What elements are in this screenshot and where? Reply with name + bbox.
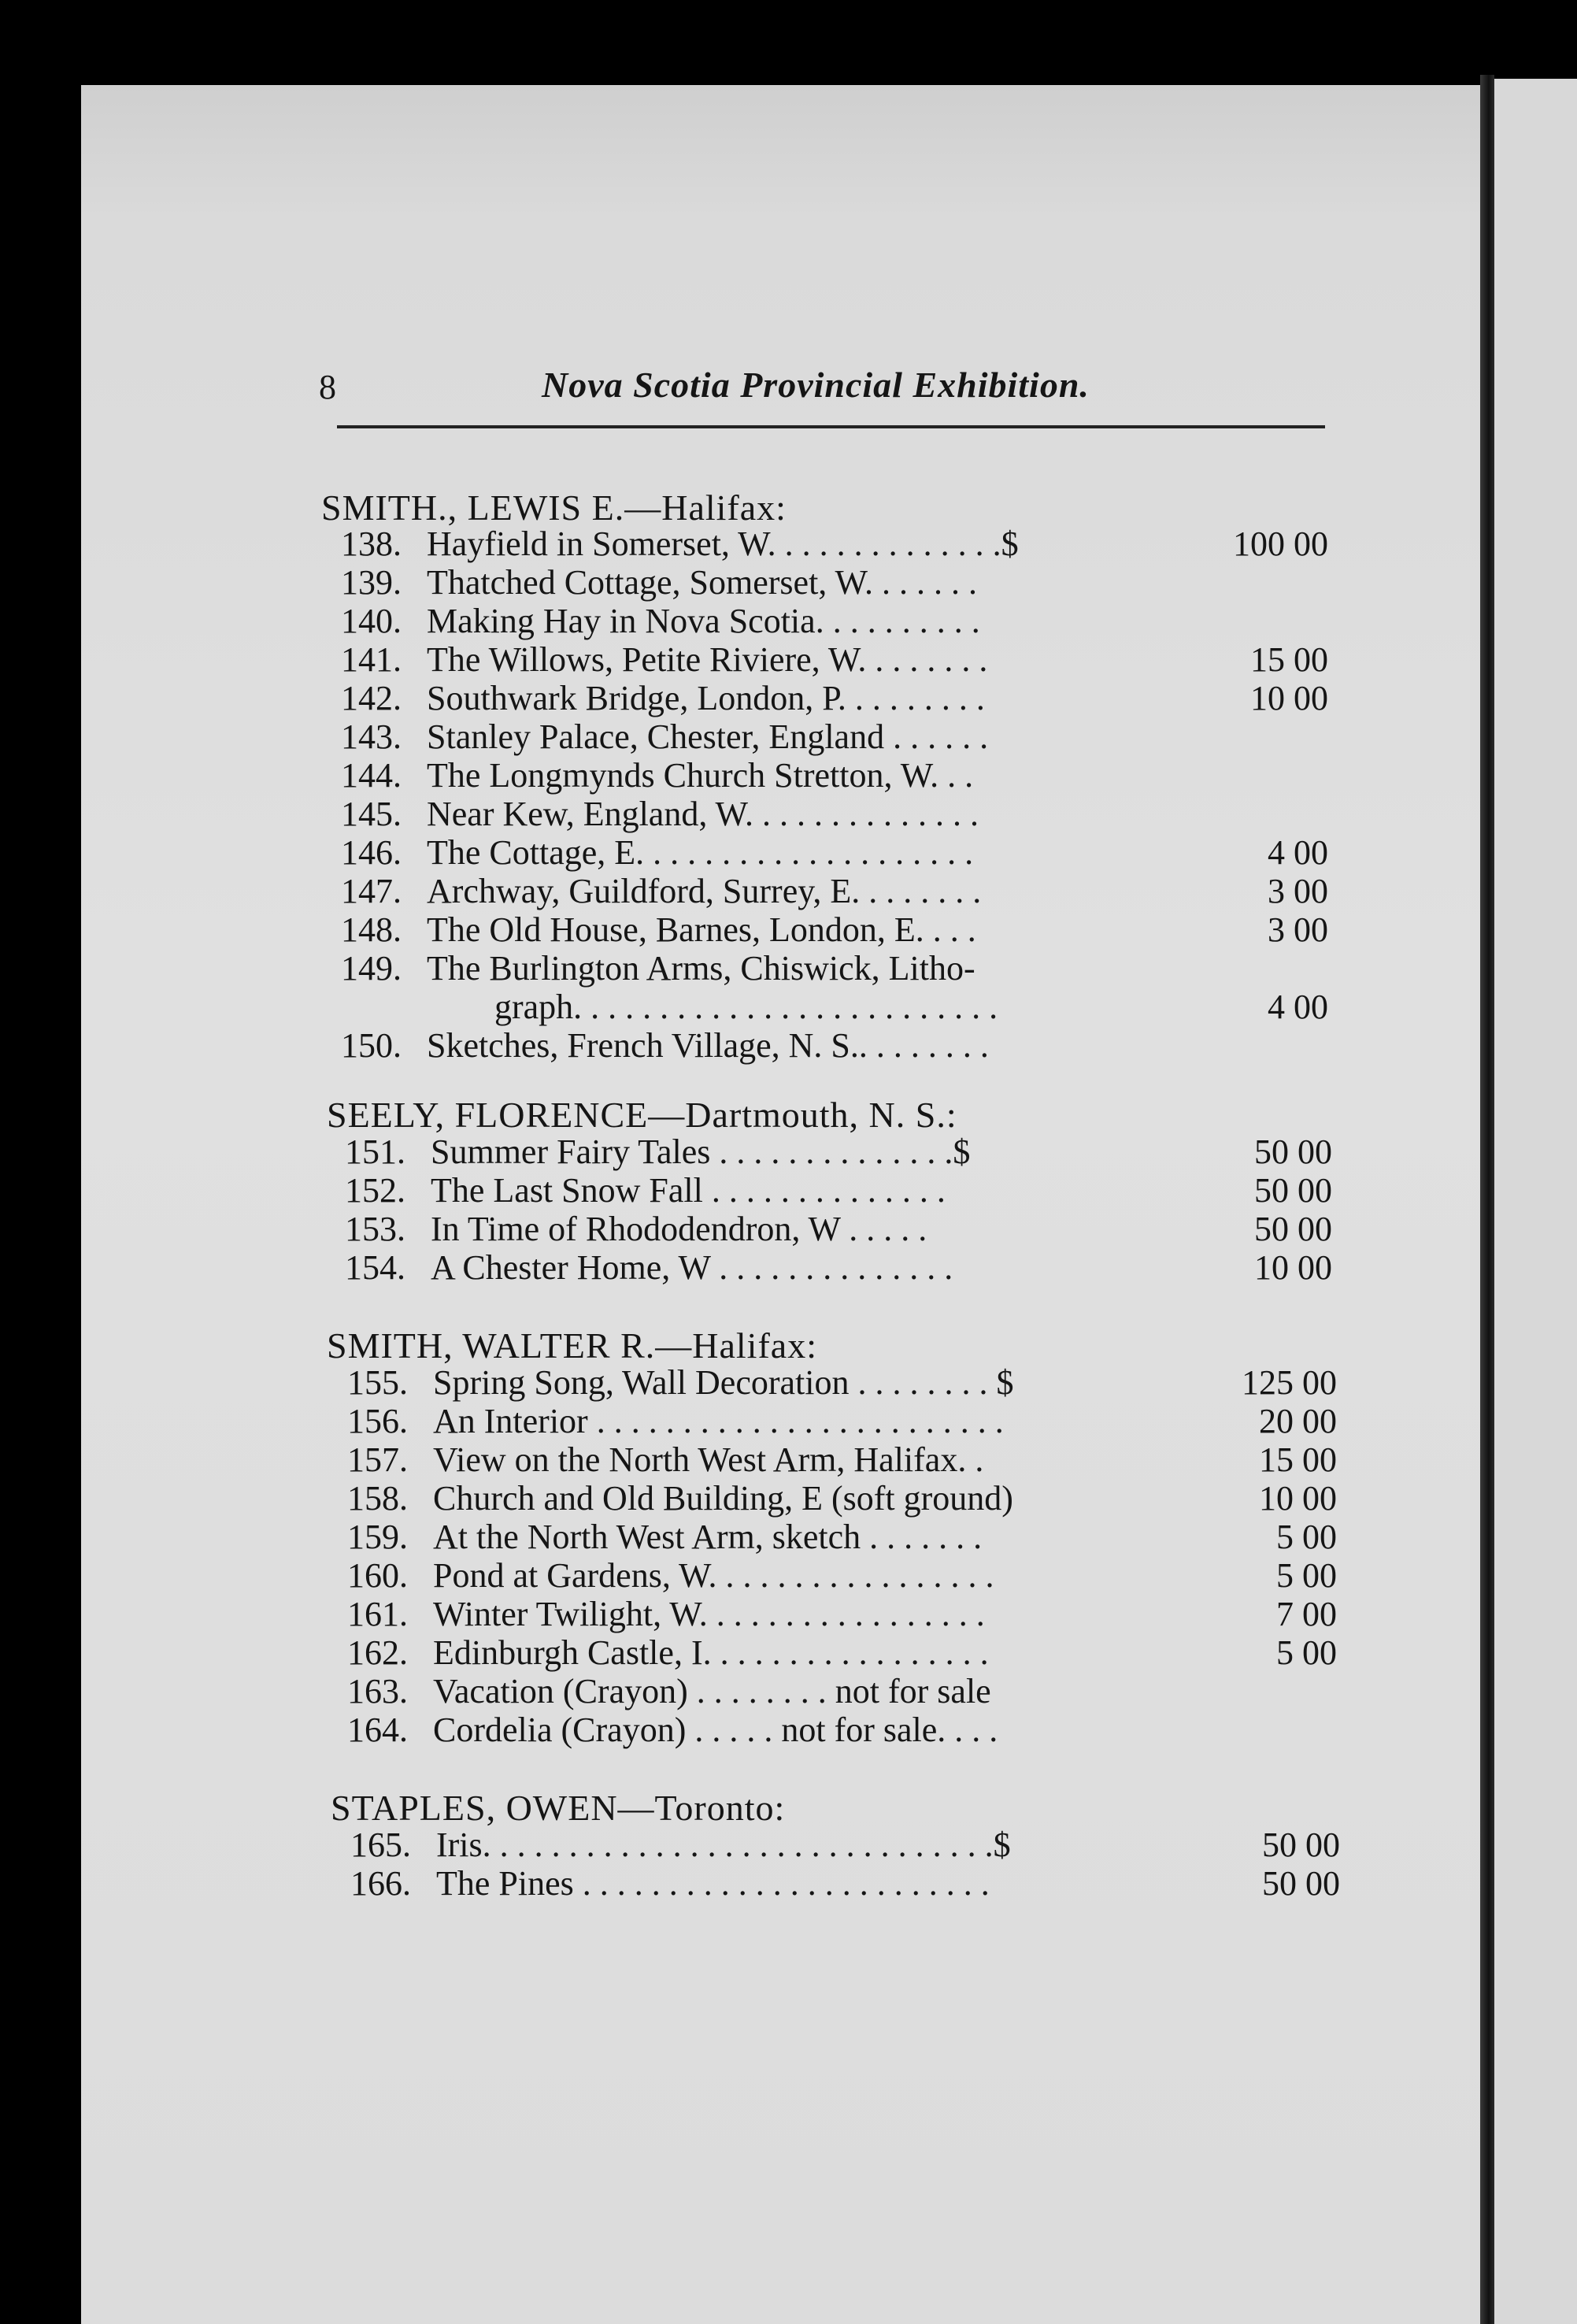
entry-number: 159. (347, 1518, 408, 1556)
page-number: 8 (319, 368, 336, 406)
author-heading: SEELY, FLORENCE—Dartmouth, N. S.: (327, 1095, 957, 1135)
entry-title: Summer Fairy Tales . . . . . . . . . . . . . .$ (431, 1132, 971, 1171)
entry-number: 154. (345, 1248, 405, 1287)
entry-price: 50 00 (1254, 1132, 1332, 1171)
entry-price: 50 00 (1262, 1825, 1340, 1864)
entry-title: An Interior . . . . . . . . . . . . . . . . . . . . . . . . (433, 1402, 1004, 1440)
entry-number: 144. (341, 756, 402, 795)
entry-title: Southwark Bridge, London, P. . . . . . . . . (427, 679, 985, 717)
entry-number: 141. (341, 640, 402, 679)
entry-title: Cordelia (Crayon) . . . . . not for sale. . . . (433, 1711, 998, 1749)
running-head: Nova Scotia Provincial Exhibition. (542, 365, 1090, 405)
entry-title: The Old House, Barnes, London, E. . . . (427, 910, 976, 949)
entry-title: Pond at Gardens, W. . . . . . . . . . . . . . . . . (433, 1556, 994, 1595)
entry-title: Spring Song, Wall Decoration . . . . . . . . $ (433, 1363, 1014, 1402)
entry-price: 50 00 (1254, 1210, 1332, 1248)
entry-title: Stanley Palace, Chester, England . . . . . . (427, 717, 989, 756)
entry-price: 3 00 (1268, 872, 1328, 910)
entry-title: Iris. . . . . . . . . . . . . . . . . . . . . . . . . . . . . .$ (436, 1825, 1011, 1864)
entry-number: 151. (345, 1132, 405, 1171)
entry-number: 140. (341, 602, 402, 640)
entry-title: The Willows, Petite Riviere, W. . . . . . . . (427, 640, 988, 679)
entry-number: 164. (347, 1711, 408, 1749)
entry-title: The Last Snow Fall . . . . . . . . . . . . . . (431, 1171, 946, 1210)
entry-title: Thatched Cottage, Somerset, W. . . . . . . (427, 563, 977, 602)
entry-price: 20 00 (1259, 1402, 1337, 1440)
entry-price: 7 00 (1276, 1595, 1337, 1633)
entry-number: 145. (341, 795, 402, 833)
entry-number: 157. (347, 1440, 408, 1479)
book-binding-shadow (1480, 75, 1494, 2324)
entry-price: 4 00 (1268, 988, 1328, 1026)
entry-number: 143. (341, 717, 402, 756)
entry-number: 138. (341, 524, 402, 563)
entry-number: 147. (341, 872, 402, 910)
entry-title: Archway, Guildford, Surrey, E. . . . . . . . (427, 872, 982, 910)
entry-title: The Pines . . . . . . . . . . . . . . . . . . . . . . . . (436, 1864, 990, 1903)
header-rule (337, 425, 1325, 428)
entry-number: 160. (347, 1556, 408, 1595)
entry-price: 10 00 (1254, 1248, 1332, 1287)
entry-price: 5 00 (1276, 1633, 1337, 1672)
entry-price: 3 00 (1268, 910, 1328, 949)
entry-price: 100 00 (1233, 524, 1328, 563)
entry-title: View on the North West Arm, Halifax. . (433, 1440, 984, 1479)
entry-title: Making Hay in Nova Scotia. . . . . . . . . . (427, 602, 980, 640)
author-heading: STAPLES, OWEN—Toronto: (331, 1788, 786, 1828)
entry-title: Sketches, French Village, N. S.. . . . . . . . (427, 1026, 989, 1065)
entry-title: graph. . . . . . . . . . . . . . . . . . . . . . . . . (494, 988, 998, 1026)
entry-title: A Chester Home, W . . . . . . . . . . . . . . (431, 1248, 953, 1287)
entry-title: Vacation (Crayon) . . . . . . . . not for sale (433, 1672, 991, 1711)
entry-price: 50 00 (1262, 1864, 1340, 1903)
entry-number: 158. (347, 1479, 408, 1518)
entry-title: Edinburgh Castle, I. . . . . . . . . . . . . . . . . (433, 1633, 989, 1672)
entry-title: The Cottage, E. . . . . . . . . . . . . . . . . . . . (427, 833, 974, 872)
entry-price: 10 00 (1250, 679, 1328, 717)
entry-price: 5 00 (1276, 1556, 1337, 1595)
entry-price: 50 00 (1254, 1171, 1332, 1210)
entry-number: 166. (350, 1864, 411, 1903)
entry-number: 152. (345, 1171, 405, 1210)
entry-number: 161. (347, 1595, 408, 1633)
entry-title: In Time of Rhododendron, W . . . . . (431, 1210, 927, 1248)
entry-price: 10 00 (1259, 1479, 1337, 1518)
entry-number: 146. (341, 833, 402, 872)
entry-title: The Burlington Arms, Chiswick, Litho- (427, 949, 975, 988)
entry-number: 162. (347, 1633, 408, 1672)
entry-number: 165. (350, 1825, 411, 1864)
entry-price: 4 00 (1268, 833, 1328, 872)
entry-number: 155. (347, 1363, 408, 1402)
author-heading: SMITH, WALTER R.—Halifax: (327, 1325, 817, 1366)
author-heading: SMITH., LEWIS E.—Halifax: (321, 487, 787, 528)
entry-number: 148. (341, 910, 402, 949)
entry-number: 149. (341, 949, 402, 988)
entry-number: 153. (345, 1210, 405, 1248)
entry-title: The Longmynds Church Stretton, W. . . (427, 756, 974, 795)
entry-number: 156. (347, 1402, 408, 1440)
entry-price: 125 00 (1242, 1363, 1337, 1402)
entry-title: Church and Old Building, E (soft ground) (433, 1479, 1013, 1518)
entry-price: 5 00 (1276, 1518, 1337, 1556)
entry-number: 150. (341, 1026, 402, 1065)
facing-page-edge (1494, 79, 1577, 2324)
entry-price: 15 00 (1250, 640, 1328, 679)
entry-title: Hayfield in Somerset, W. . . . . . . . . . . . . .$ (427, 524, 1019, 563)
entry-title: Winter Twilight, W. . . . . . . . . . . . . . . . . (433, 1595, 985, 1633)
entry-title: At the North West Arm, sketch . . . . . . . (433, 1518, 983, 1556)
entry-price: 15 00 (1259, 1440, 1337, 1479)
entry-number: 142. (341, 679, 402, 717)
entry-number: 163. (347, 1672, 408, 1711)
entry-title: Near Kew, England, W. . . . . . . . . . . . . . (427, 795, 979, 833)
entry-number: 139. (341, 563, 402, 602)
